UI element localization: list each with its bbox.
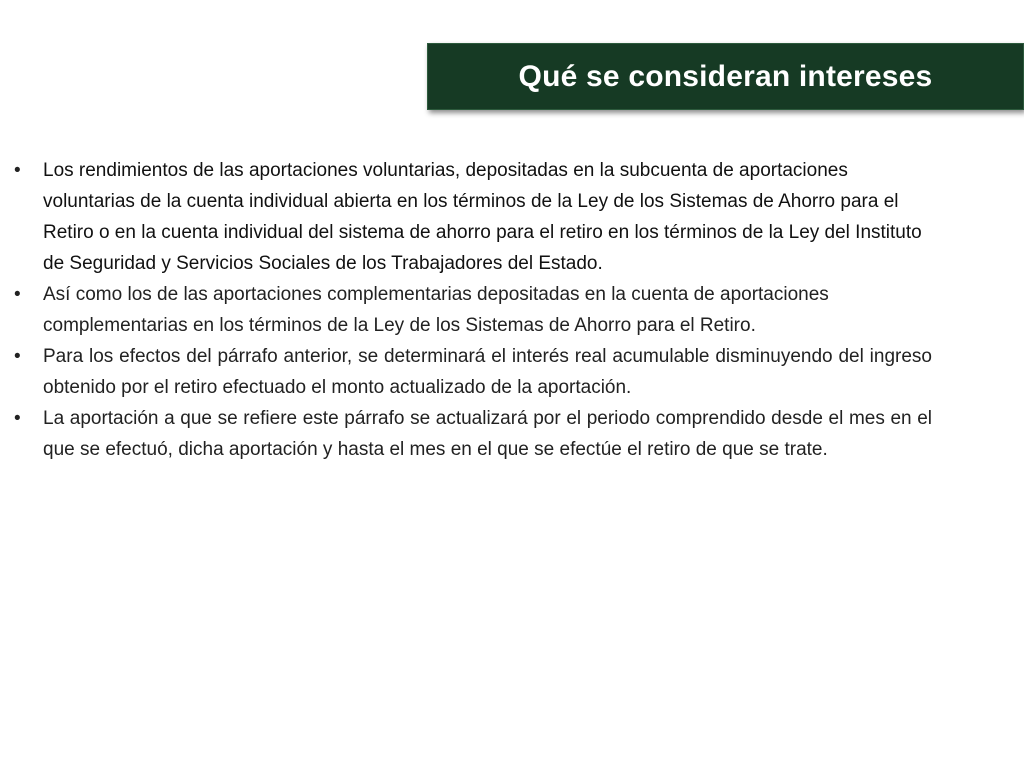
title-banner (427, 43, 1024, 110)
bullet-text: La aportación a que se refiere este párrafo se actualizará por el periodo comprendido desde el mes en el que se efectuó, dicha aportación y hasta el mes en el que se efectúe el retiro de que se trate. (43, 408, 932, 460)
bullet-icon: • (14, 160, 21, 181)
bullet-text: Para los efectos del párrafo anterior, se determinará el interés real acumulable disminuyendo del ingreso obtenido por el retiro efectuado el monto actualizado de la aportación. (43, 346, 932, 398)
bullet-item-2 (10, 279, 903, 341)
bullet-item-1 (10, 155, 928, 279)
slide-body (10, 155, 932, 465)
bullet-list (10, 155, 932, 465)
bullet-icon: • (14, 346, 21, 367)
bullet-icon: • (14, 408, 21, 429)
bullet-text: Así como los de las aportaciones complementarias depositadas en la cuenta de aportaciones complementarias en los términos de la Ley de los Sistemas de Ahorro para el Retiro. (43, 284, 829, 336)
bullet-item-3 (10, 341, 932, 403)
bullet-text: Los rendimientos de las aportaciones voluntarias, depositadas en la subcuenta de aportaciones voluntarias de la cuenta individual abierta en los términos de la Ley de los Sistemas de Ahorro para el Retiro o en la cuenta individual del sistema de ahorro para el retiro en los términos de la Ley del Instituto de Seguridad y Servicios Sociales de los Trabajadores del Estado. (43, 160, 922, 274)
bullet-icon: • (14, 284, 21, 305)
slide-title: Qué se consideran intereses (518, 59, 933, 93)
bullet-item-4 (10, 403, 932, 465)
